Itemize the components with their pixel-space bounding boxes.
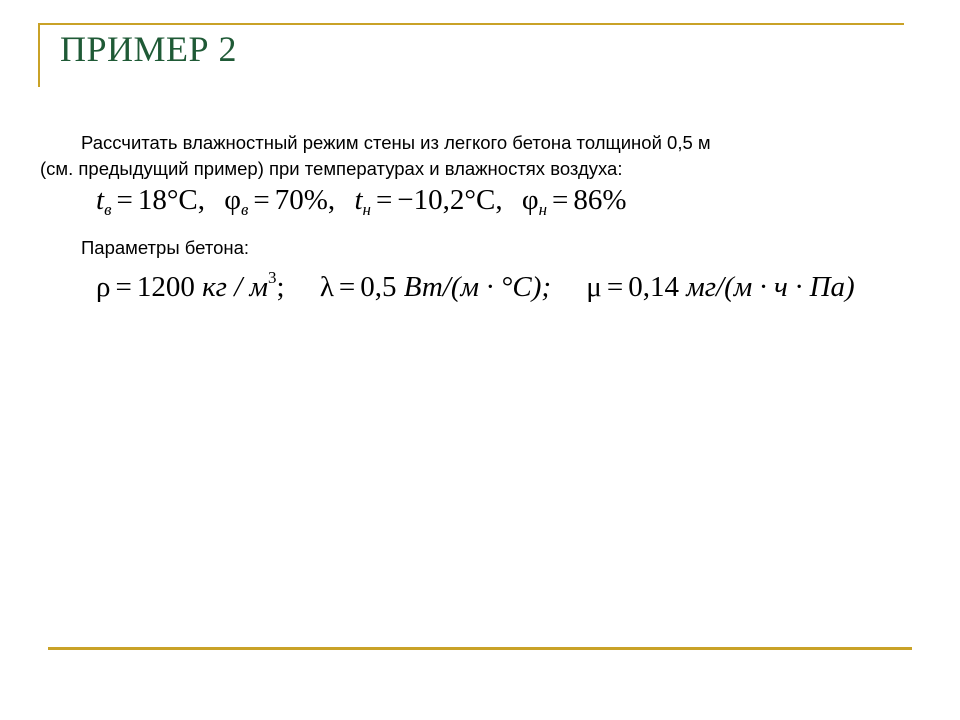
lambda-value: 0,5 xyxy=(360,271,397,303)
params-heading: Параметры бетона: xyxy=(81,237,250,258)
rho-value: 1200 xyxy=(136,271,195,303)
t-in-value: 18°C, xyxy=(137,184,206,216)
equals-sign: = xyxy=(253,184,270,216)
problem-line-2: (см. предыдущий пример) при температурах и влажностях воздуха: xyxy=(40,158,623,179)
mu-unit-rest: /(м · ч · Па) xyxy=(716,271,855,303)
lambda-unit: Вт xyxy=(403,271,443,303)
lambda-symbol: λ xyxy=(319,271,334,303)
mu-unit: мг xyxy=(686,271,717,303)
equals-sign: = xyxy=(606,271,624,303)
mu-symbol: μ xyxy=(586,271,602,303)
phi-out-value: 86% xyxy=(573,184,627,216)
equals-sign: = xyxy=(115,271,132,303)
phi-out-symbol: φ xyxy=(521,184,539,216)
rho-end: ; xyxy=(276,271,285,303)
equals-sign: = xyxy=(552,184,569,216)
bottom-rule xyxy=(48,647,912,650)
phi-in-symbol: φ xyxy=(224,184,242,216)
equals-sign: = xyxy=(375,184,393,216)
equals-sign: = xyxy=(116,184,133,216)
params-formula xyxy=(96,268,855,304)
t-in-subscript: в xyxy=(104,200,112,219)
conditions-formula xyxy=(96,184,627,220)
t-out-subscript: н xyxy=(362,200,371,219)
phi-in-subscript: в xyxy=(241,200,249,219)
mu-value: 0,14 xyxy=(628,271,679,303)
rho-symbol: ρ xyxy=(96,271,111,303)
t-out-value: −10,2°C, xyxy=(397,184,503,216)
lambda-unit-rest: /(м · °C); xyxy=(442,271,552,303)
t-in-symbol: t xyxy=(96,184,105,216)
phi-in-value: 70%, xyxy=(274,184,336,216)
equals-sign: = xyxy=(338,271,356,303)
phi-out-subscript: н xyxy=(538,200,548,219)
rho-unit: кг / м xyxy=(202,271,269,303)
slide-title: ПРИМЕР 2 xyxy=(60,29,238,69)
t-out-symbol: t xyxy=(354,184,363,216)
left-rule xyxy=(38,23,40,87)
problem-line-1: Рассчитать влажностный режим стены из легкого бетона толщиной 0,5 м xyxy=(81,132,711,153)
rho-unit-power: 3 xyxy=(268,268,277,287)
top-rule xyxy=(38,23,904,25)
problem-statement xyxy=(40,130,880,182)
